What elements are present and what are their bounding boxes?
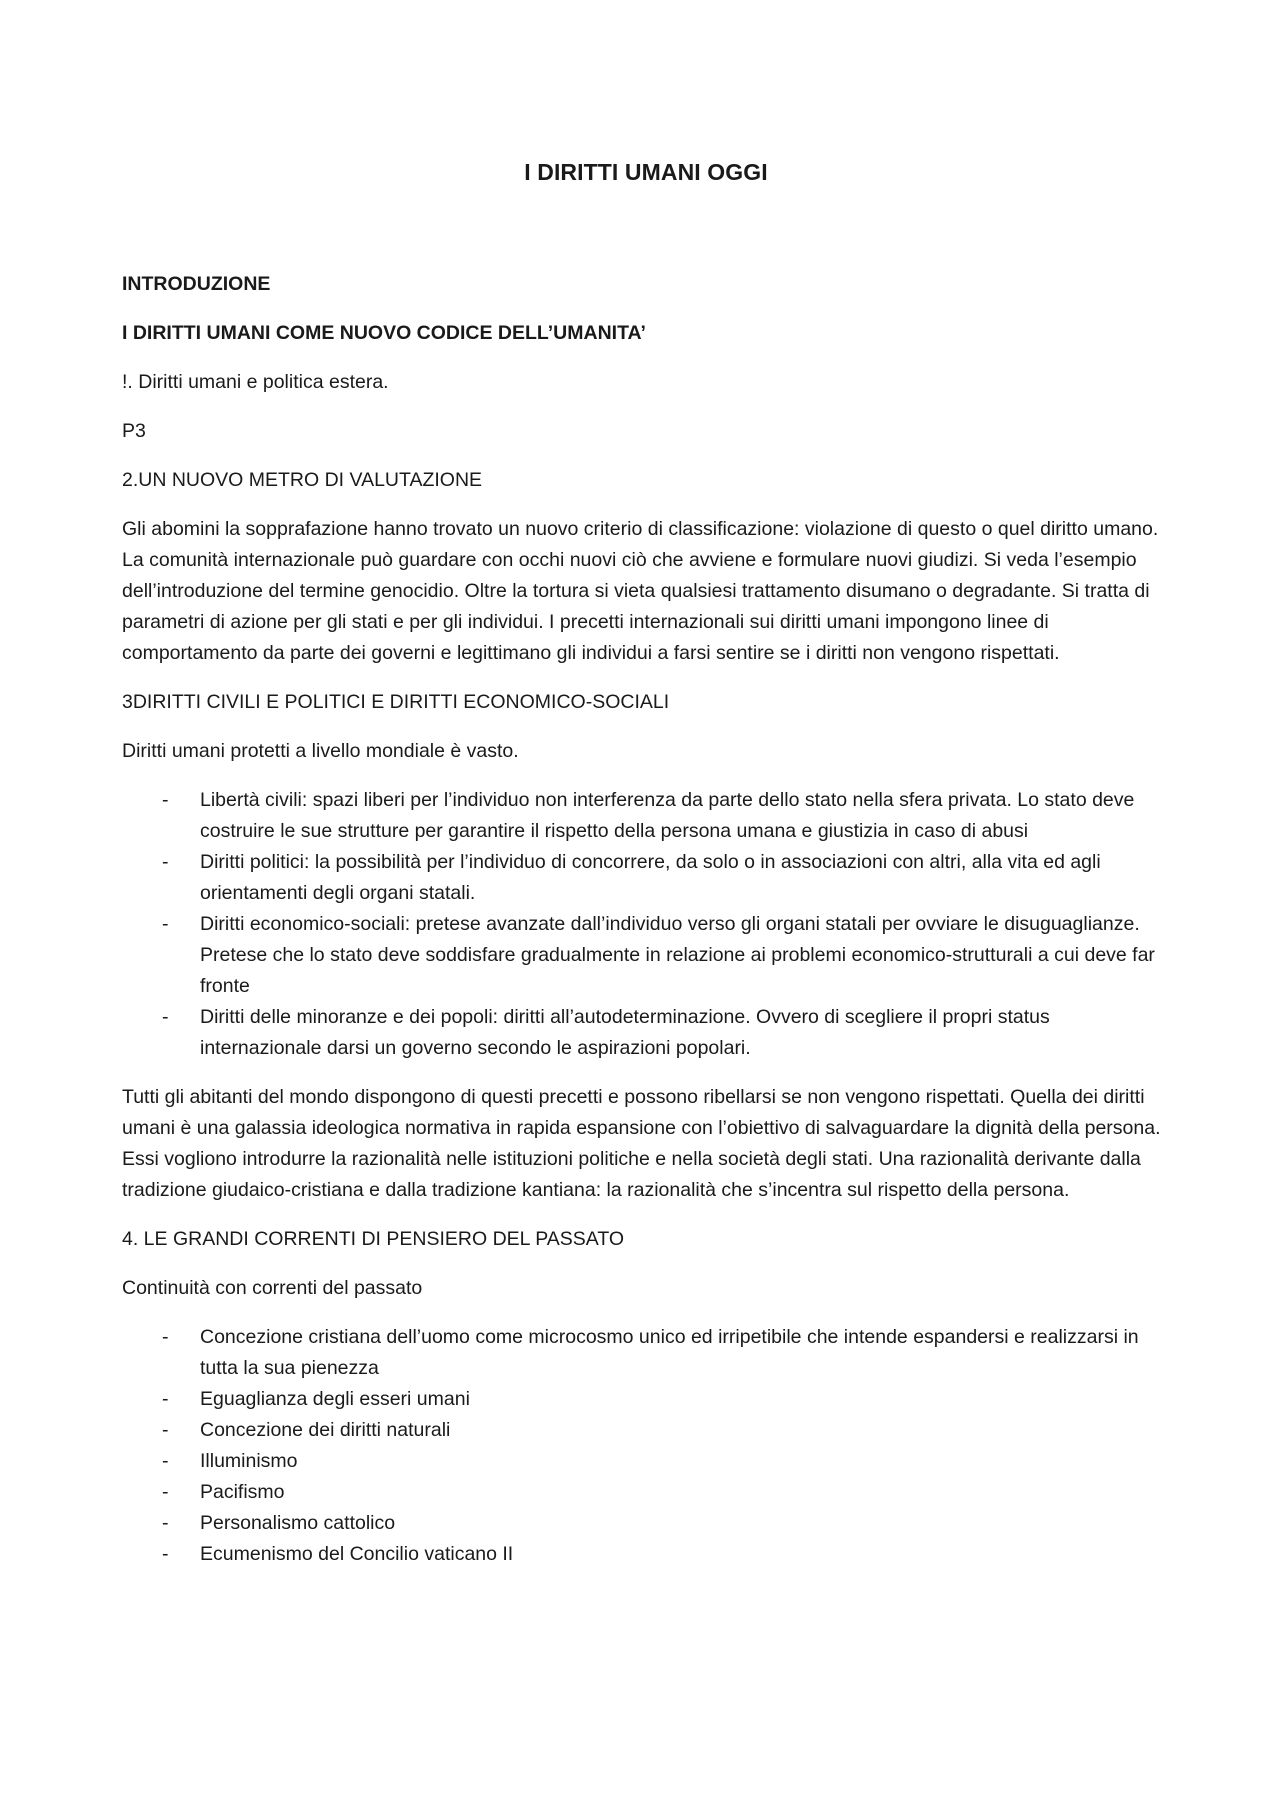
dash-bullet: - — [162, 1481, 169, 1503]
point3-heading: 3DIRITTI CIVILI E POLITICI E DIRITTI ECONOMICO-SOCIALI — [122, 691, 670, 713]
list-item-text: Diritti economico-sociali: pretese avanzate dall’individuo verso gli organi statali per ovviare le disuguaglianze. Pretese che lo stato deve soddisfare gradualmente in relazione ai problemi economico-strutturali a cui deve far fronte — [200, 913, 1155, 997]
list-item — [122, 1002, 1170, 1064]
list-item-text: Pacifismo — [200, 1481, 285, 1503]
point3-body: Tutti gli abitanti del mondo dispongono di questi precetti e possono ribellarsi se non vengono rispettati. Quella dei diritti umani è una galassia ideologica normativa in rapida espansione con l’obiettivo di salvaguardare la dignità della persona. Essi vogliono introdurre la razionalità nelle istituzioni politiche e nella società degli stati. Una razionalità derivante dalla tradizione giudaico-cristiana e dalla tradizione kantiana: la razionalità che s’incentra sul rispetto della persona. — [122, 1086, 1161, 1201]
list-item — [122, 1508, 1170, 1539]
list-item — [122, 1477, 1170, 1508]
list-item-text: Illuminismo — [200, 1450, 298, 1472]
point2-body: Gli abomini la sopprafazione hanno trovato un nuovo criterio di classificazione: violazione di questo o quel diritto umano. La comunità internazionale può guardare con occhi nuovi ciò che avviene e formulare nuovi giudizi. Si veda l’esempio dell’introduzione del termine genocidio. Oltre la tortura si vieta qualsiesi trattamento disumano o degradante. Si tratta di parametri di azione per gli stati e per gli individui. I precetti internazionali sui diritti umani impongono linee di comportamento da parte dei governi e legittimano gli individui a farsi sentire se i diritti non vengono rispettati. — [122, 518, 1159, 664]
list-item — [122, 1384, 1170, 1415]
dash-bullet: - — [162, 1543, 169, 1565]
list-item — [122, 909, 1170, 1002]
section-subtitle: I DIRITTI UMANI COME NUOVO CODICE DELL’UMANITA’ — [122, 322, 646, 344]
dash-bullet: - — [162, 851, 169, 873]
document-content — [122, 157, 1170, 1588]
point4-list — [122, 1322, 1170, 1570]
dash-bullet: - — [162, 1450, 169, 1472]
point1-heading: !. Diritti umani e politica estera. — [122, 371, 389, 393]
list-item-text: Eguaglianza degli esseri umani — [200, 1388, 470, 1410]
list-item-text: Diritti delle minoranze e dei popoli: diritti all’autodeterminazione. Ovvero di scegliere il propri status internazionale darsi un governo secondo le aspirazioni popolari. — [200, 1006, 1050, 1059]
list-item-text: Ecumenismo del Concilio vaticano II — [200, 1543, 514, 1565]
list-item-text: Personalismo cattolico — [200, 1512, 396, 1534]
page-reference: P3 — [122, 420, 146, 442]
dash-bullet: - — [162, 1006, 169, 1028]
point4-intro: Continuità con correnti del passato — [122, 1277, 423, 1299]
document-title: I DIRITTI UMANI OGGI — [524, 159, 768, 185]
list-item-text: Concezione cristiana dell’uomo come microcosmo unico ed irripetibile che intende espandersi e realizzarsi in tutta la sua pienezza — [200, 1326, 1139, 1379]
point3-intro: Diritti umani protetti a livello mondiale è vasto. — [122, 740, 519, 762]
list-item-text: Concezione dei diritti naturali — [200, 1419, 451, 1441]
list-item — [122, 785, 1170, 847]
point2-heading: 2.UN NUOVO METRO DI VALUTAZIONE — [122, 469, 483, 491]
list-item — [122, 1415, 1170, 1446]
dash-bullet: - — [162, 789, 169, 811]
point3-list — [122, 785, 1170, 1064]
dash-bullet: - — [162, 1388, 169, 1410]
list-item — [122, 1322, 1170, 1384]
point4-heading: 4. LE GRANDI CORRENTI DI PENSIERO DEL PASSATO — [122, 1228, 625, 1250]
list-item-text: Diritti politici: la possibilità per l’individuo di concorrere, da solo o in associazioni con altri, alla vita ed agli orientamenti degli organi statali. — [200, 851, 1101, 904]
dash-bullet: - — [162, 913, 169, 935]
intro-heading: INTRODUZIONE — [122, 273, 271, 295]
list-item — [122, 847, 1170, 909]
dash-bullet: - — [162, 1419, 169, 1441]
list-item — [122, 1539, 1170, 1570]
dash-bullet: - — [162, 1512, 169, 1534]
list-item — [122, 1446, 1170, 1477]
list-item-text: Libertà civili: spazi liberi per l’individuo non interferenza da parte dello stato nella sfera privata. Lo stato deve costruire le sue strutture per garantire il rispetto della persona umana e giustizia in caso di abusi — [200, 789, 1135, 842]
dash-bullet: - — [162, 1326, 169, 1348]
